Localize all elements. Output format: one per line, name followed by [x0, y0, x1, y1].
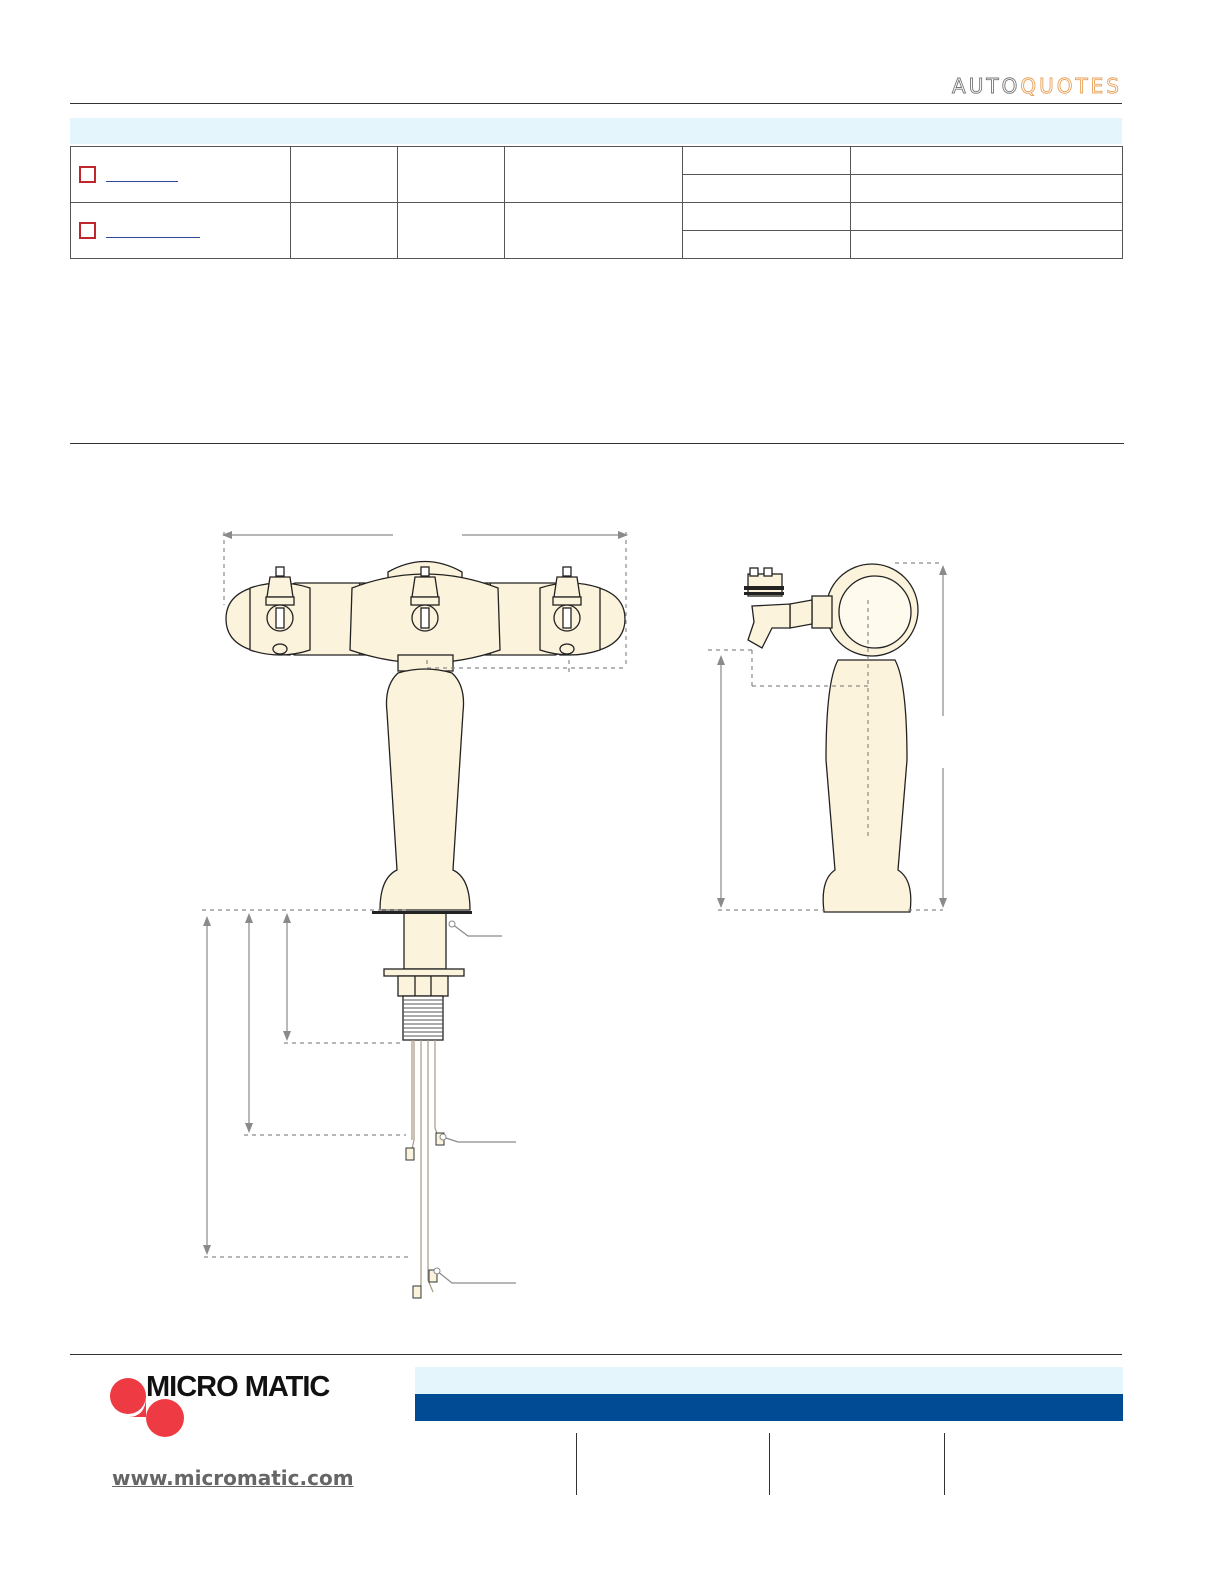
beverage-lines — [410, 1040, 440, 1296]
website-link[interactable]: www.micromatic.com — [112, 1466, 354, 1490]
mounting-shank — [404, 913, 446, 969]
side-tower-column — [823, 660, 911, 912]
threaded-shank — [403, 996, 443, 1040]
mounting-nut — [398, 976, 448, 996]
footer-divider — [769, 1433, 770, 1495]
tower-column — [380, 669, 470, 910]
mounting-flange — [384, 969, 464, 976]
footer-dark-band — [415, 1394, 1123, 1421]
footer-divider — [576, 1433, 577, 1495]
footer-light-band — [415, 1367, 1123, 1394]
brand-part-quotes: QUOTES — [1020, 74, 1122, 98]
front-view — [226, 562, 625, 1041]
side-spout — [748, 604, 790, 648]
logo-wordmark: MICRO MATIC — [146, 1371, 330, 1403]
footer-divider — [944, 1433, 945, 1495]
footer-rule — [70, 1354, 1122, 1355]
side-coupling — [812, 596, 832, 628]
faucet-center — [411, 567, 439, 631]
brand-part-auto: AUTO — [952, 74, 1021, 98]
side-view — [748, 564, 918, 912]
